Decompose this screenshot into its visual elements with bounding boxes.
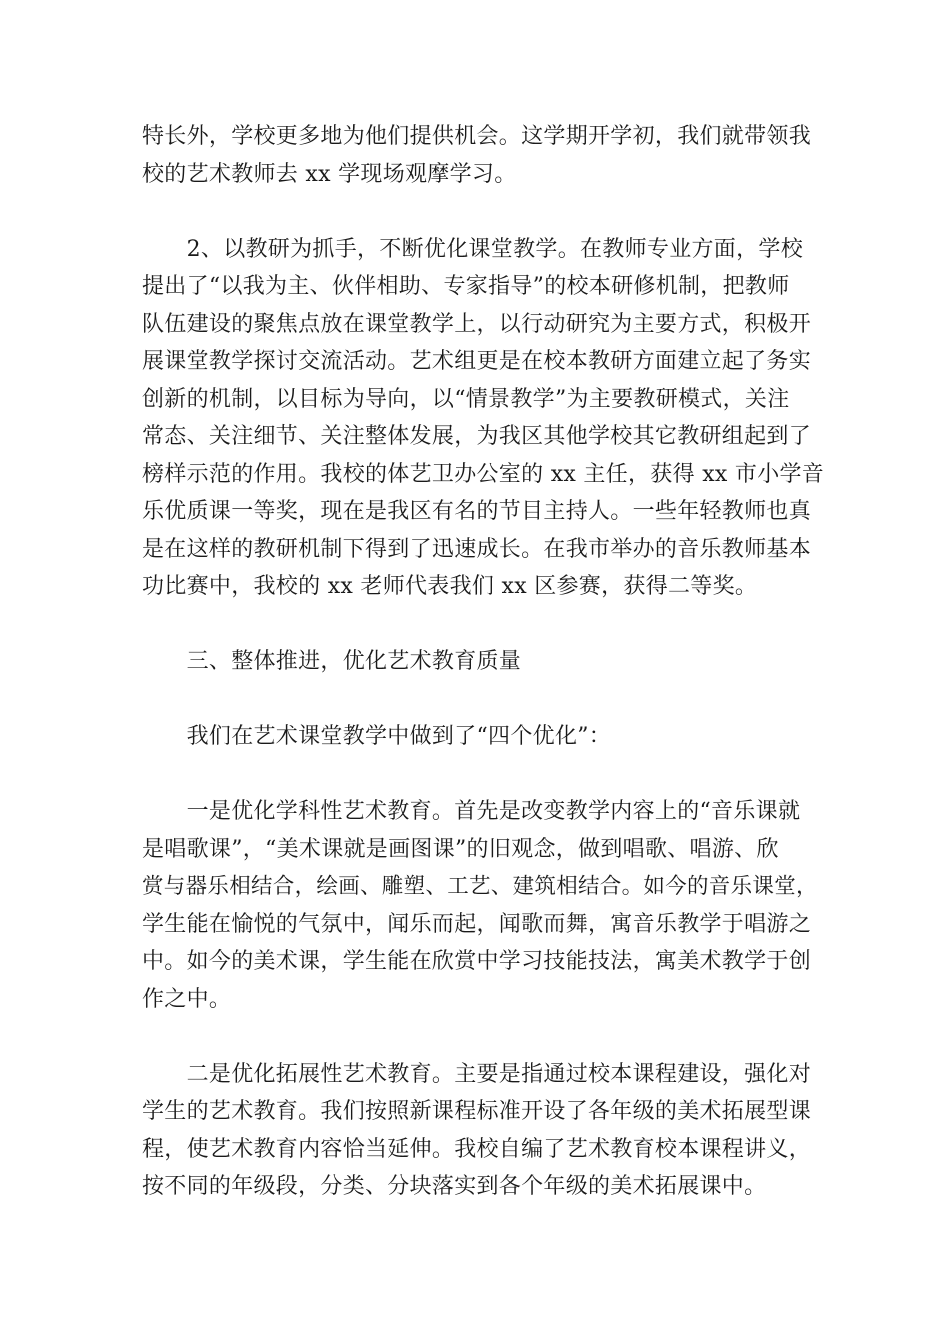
text-line: 乐优质课一等奖，现在是我区有名的节目主持人。一些年轻教师也真 <box>142 499 812 524</box>
text-line: 创新的机制，以目标为导向，以“情景教学”为主要教研模式，关注 <box>142 386 790 412</box>
text-line: 按不同的年级段，分类、分块落实到各个年级的美术拓展课中。 <box>142 1174 767 1199</box>
text-line: 2、以教研为抓手，不断优化课堂教学。在教师专业方面，学校 <box>142 236 803 262</box>
text-line: 学生能在愉悦的气氛中，闻乐而起，闻歌而舞，寓音乐教学于唱游之 <box>142 911 812 937</box>
text-line: 校的艺术教师去 xx 学现场观摩学习。 <box>142 161 517 187</box>
document-page <box>142 118 832 1206</box>
text-line: 程，使艺术教育内容恰当延伸。我校自编了艺术教育校本课程讲义， <box>142 1136 812 1162</box>
text-line: 常态、关注细节、关注整体发展，为我区其他学校其它教研组起到了 <box>142 424 812 449</box>
text-line: 特长外，学校更多地为他们提供机会。这学期开学初，我们就带领我 <box>142 124 812 149</box>
text-line: 三、整体推进，优化艺术教育质量 <box>142 649 522 674</box>
text-line: 功比赛中，我校的 xx 老师代表我们 xx 区参赛，获得二等奖。 <box>142 574 758 599</box>
paragraph-optimization-two <box>142 1056 832 1206</box>
paragraph-optimization-one <box>142 793 832 1018</box>
paragraph-teaching-research <box>142 231 832 606</box>
text-line: 学生的艺术教育。我们按照新课程标准开设了各年级的美术拓展型课 <box>142 1099 812 1124</box>
text-line: 一是优化学科性艺术教育。首先是改变教学内容上的“音乐课就 <box>142 799 801 824</box>
text-line: 中。如今的美术课，学生能在欣赏中学习技能技法，寓美术教学于创 <box>142 949 812 974</box>
text-line: 提出了“以我为主、伙伴相助、专家指导”的校本研修机制，把教师 <box>142 274 790 299</box>
text-line: 是在这样的教研机制下得到了迅速成长。在我市举办的音乐教师基本 <box>142 536 812 562</box>
text-line: 是唱歌课”，“美术课就是画图课”的旧观念，做到唱歌、唱游、欣 <box>142 836 779 862</box>
paragraph-continuation <box>142 118 832 193</box>
text-line: 作之中。 <box>142 986 232 1012</box>
paragraph-four-optimizations-intro <box>142 718 832 756</box>
text-line: 我们在艺术课堂教学中做到了“四个优化”： <box>142 724 612 749</box>
text-line: 二是优化拓展性艺术教育。主要是指通过校本课程建设，强化对 <box>142 1061 812 1087</box>
text-line: 展课堂教学探讨交流活动。艺术组更是在校本教研方面建立起了务实 <box>142 349 812 374</box>
section-heading <box>142 643 832 681</box>
text-line: 赏与器乐相结合，绘画、雕塑、工艺、建筑相结合。如今的音乐课堂， <box>142 874 818 899</box>
text-line: 队伍建设的聚焦点放在课堂教学上，以行动研究为主要方式，积极开 <box>142 311 812 337</box>
text-line: 榜样示范的作用。我校的体艺卫办公室的 xx 主任，获得 xx 市小学音 <box>142 461 825 487</box>
